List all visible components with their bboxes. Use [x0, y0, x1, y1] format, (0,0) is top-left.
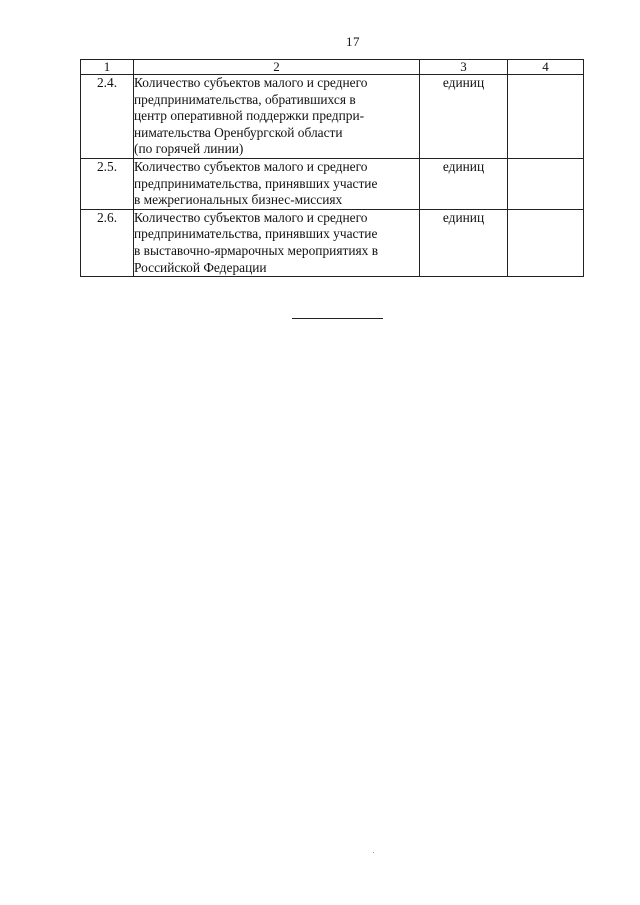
- table-row: [81, 158, 584, 209]
- column-header-4: 4: [508, 60, 584, 75]
- row-number: 2.4.: [81, 75, 134, 159]
- table-row: [81, 75, 584, 159]
- row-number: 2.5.: [81, 158, 134, 209]
- unit-of-measure: единиц: [420, 75, 508, 159]
- unit-of-measure: единиц: [420, 158, 508, 209]
- indicator-name: Количество субъектов малого и среднего предпринимательства, обратившихся в центр оперативной поддержки предпри- нимательства Оренбургской области (по горячей линии): [134, 75, 420, 159]
- unit-of-measure: единиц: [420, 209, 508, 276]
- end-of-document-rule: [292, 318, 383, 319]
- indicator-value: [508, 75, 584, 159]
- scan-speck: [373, 852, 374, 853]
- table-header-row: [81, 60, 584, 75]
- column-header-3: 3: [420, 60, 508, 75]
- column-header-1: 1: [81, 60, 134, 75]
- indicator-value: [508, 158, 584, 209]
- table-row: [81, 209, 584, 276]
- indicator-value: [508, 209, 584, 276]
- indicator-table: [80, 59, 584, 277]
- row-number: 2.6.: [81, 209, 134, 276]
- indicator-name: Количество субъектов малого и среднего предпринимательства, принявших участие в выставочно-ярмарочных мероприятиях в Российской Федерации: [134, 209, 420, 276]
- indicator-name: Количество субъектов малого и среднего предпринимательства, принявших участие в межрегиональных бизнес-миссиях: [134, 158, 420, 209]
- page-number: 17: [346, 34, 360, 49]
- column-header-2: 2: [134, 60, 420, 75]
